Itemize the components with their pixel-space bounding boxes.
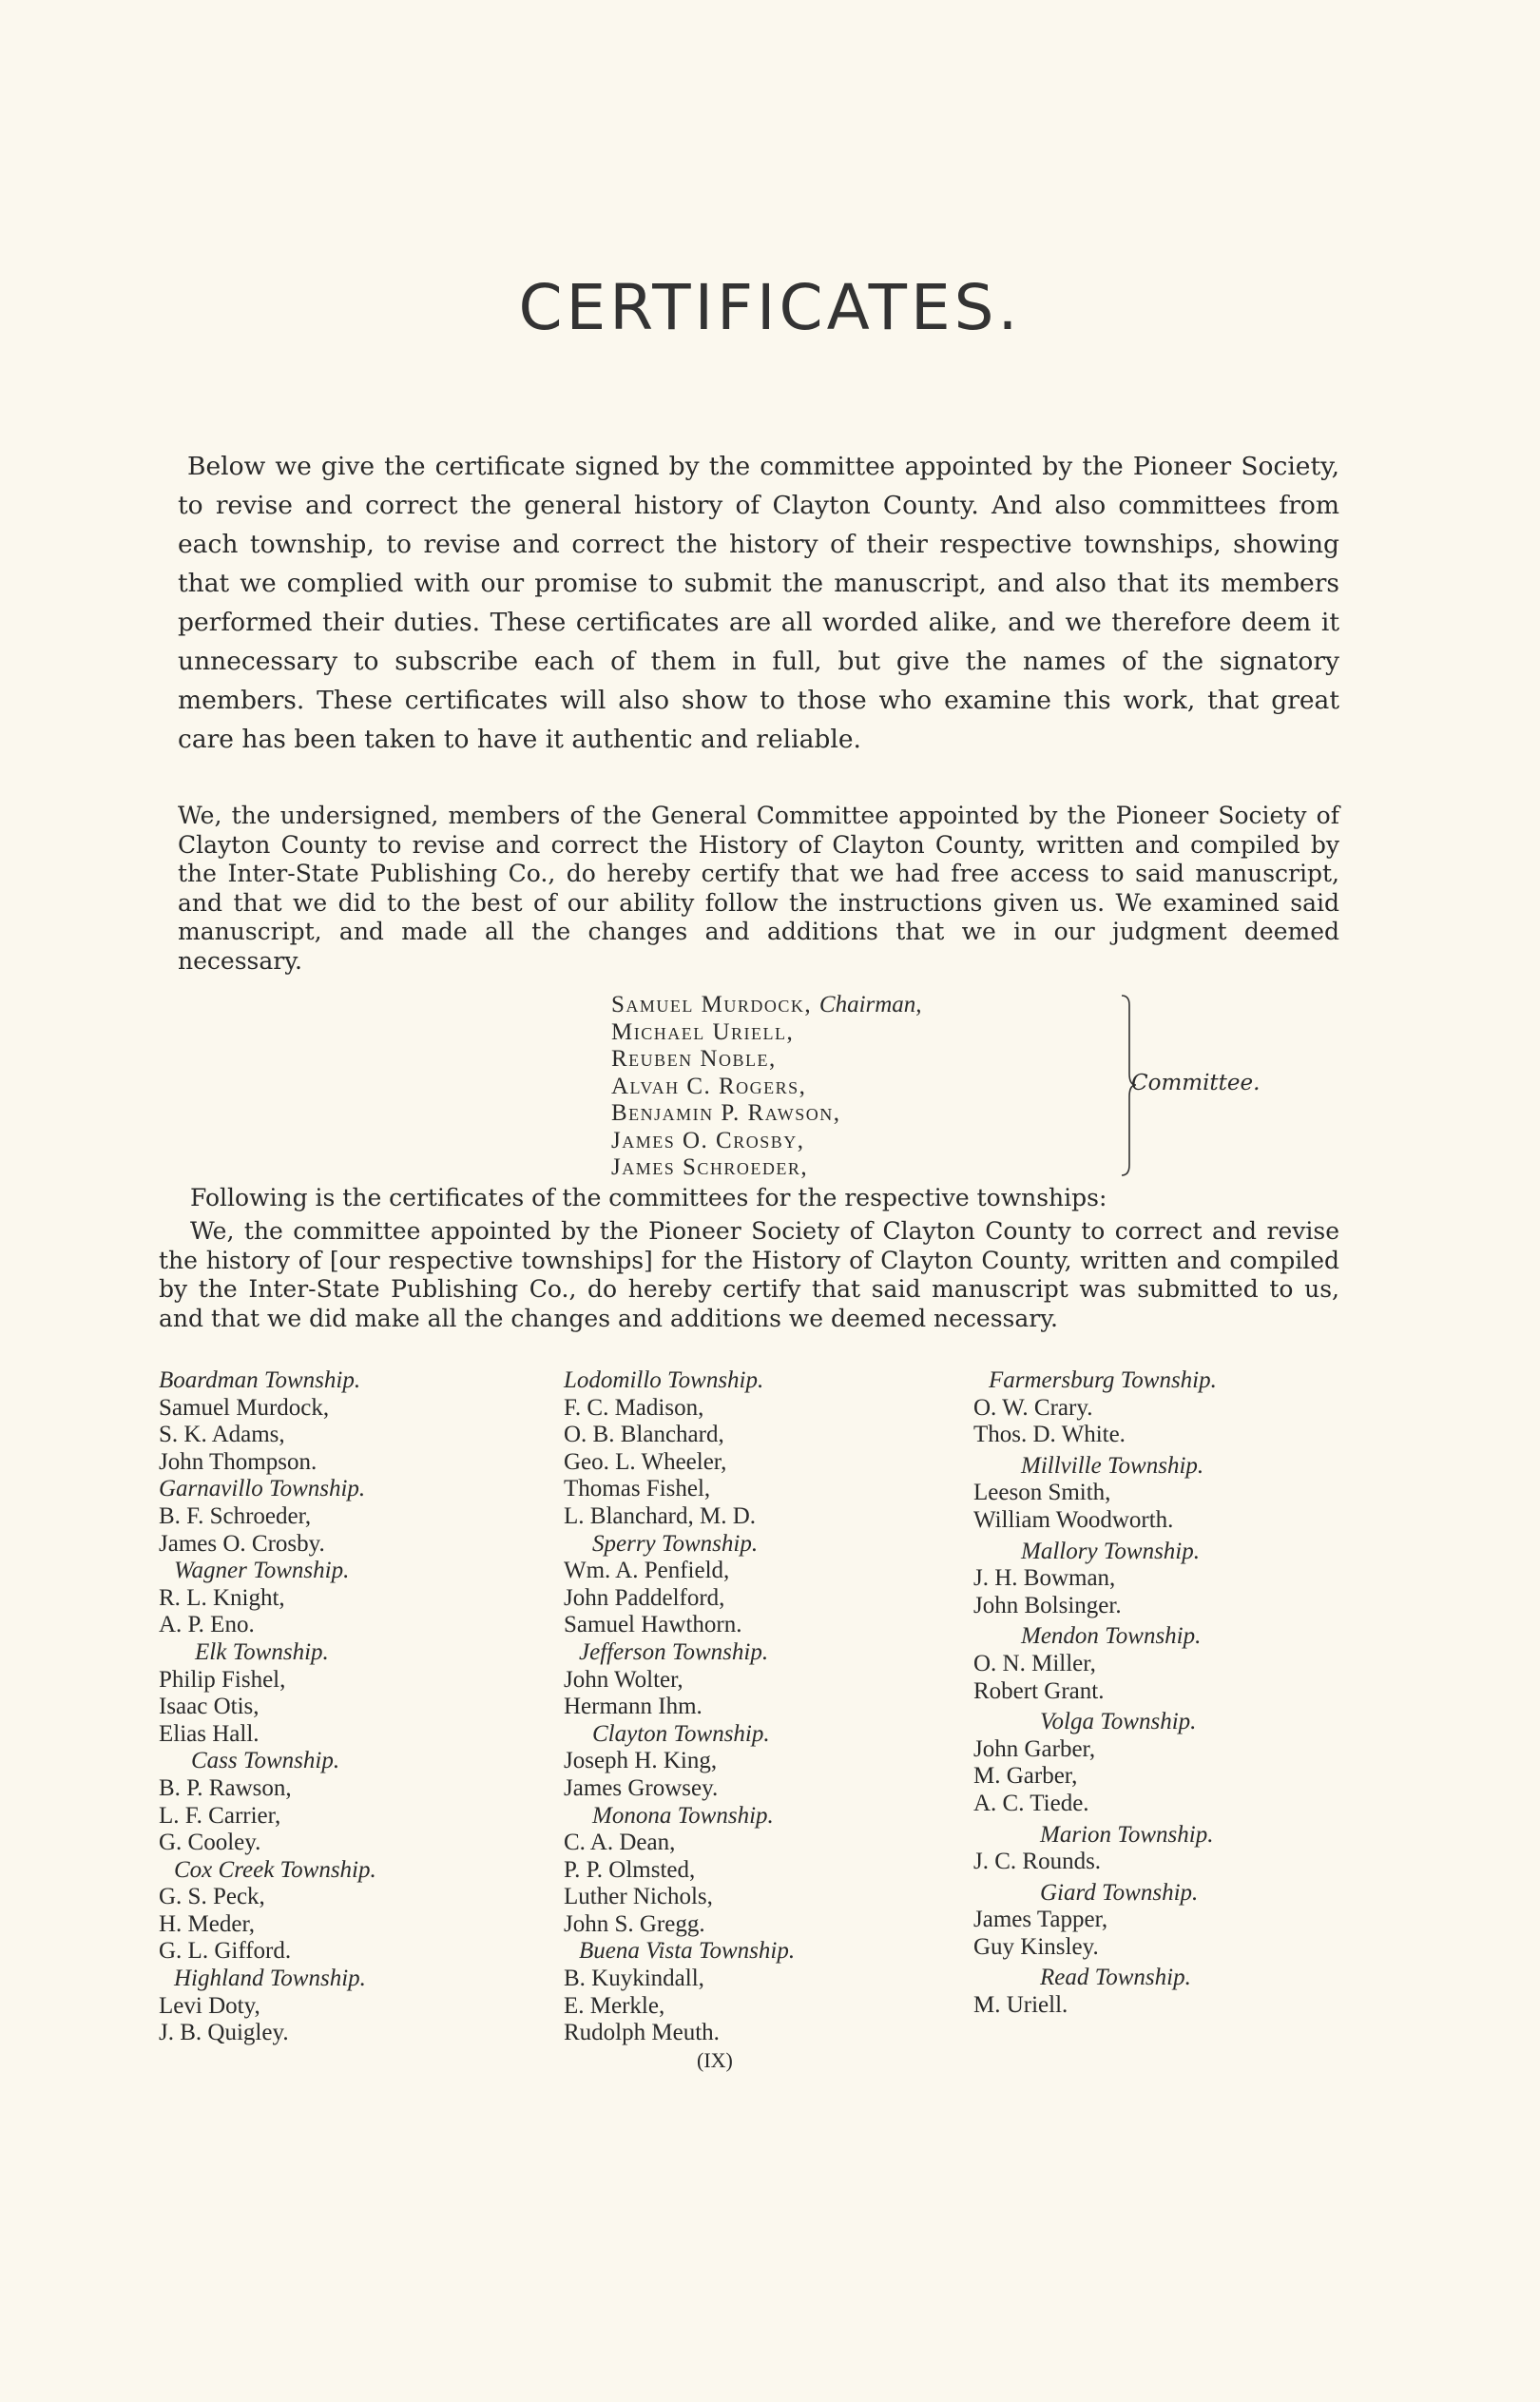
township-member: Joseph H. King, (564, 1748, 718, 1774)
township-heading: Garnavillo Township. (159, 1476, 366, 1502)
township-member: Robert Grant. (973, 1677, 1105, 1704)
chairman-name: Samuel Murdock (611, 992, 805, 1017)
township-member: Guy Kinsley. (973, 1933, 1099, 1960)
township-heading: Sperry Township. (592, 1530, 759, 1557)
committee-member: Michael Uriell, (611, 1018, 795, 1045)
township-member: Thomas Fishel, (564, 1476, 711, 1502)
committee-member: Reuben Noble, (611, 1046, 777, 1072)
township-member: R. L. Knight, (159, 1584, 285, 1611)
township-member: O. W. Crary. (973, 1394, 1093, 1421)
committee-member: Benjamin P. Rawson, (611, 1100, 841, 1126)
township-member: Samuel Hawthorn. (564, 1612, 742, 1638)
chairman-line: Samuel Murdock, Chairman, (611, 992, 922, 1017)
township-member: O. B. Blanchard, (564, 1422, 724, 1448)
township-member: Leeson Smith, (973, 1480, 1111, 1506)
township-member: M. Garber, (973, 1763, 1078, 1790)
township-member: James O. Crosby. (159, 1530, 325, 1557)
township-member: John Wolter, (564, 1666, 683, 1693)
general-committee-signatures (611, 992, 922, 1182)
township-member: John S. Gregg. (564, 1910, 705, 1937)
township-member: J. H. Bowman, (973, 1565, 1116, 1592)
township-member: L. F. Carrier, (159, 1802, 281, 1829)
township-member: John Thompson. (159, 1448, 318, 1475)
township-member: A. P. Eno. (159, 1612, 255, 1638)
page-number: (IX) (697, 2047, 733, 2072)
township-heading: Jefferson Township. (579, 1638, 769, 1665)
township-member: A. C. Tiede. (973, 1790, 1089, 1816)
township-member: Elias Hall. (159, 1720, 260, 1747)
township-certificate: We, the committee appointed by the Pioneer Society of Clayton County to correct and revise the history of [our respective townships] for the History of Clayton County, written and compiled by the Inter-State Publishing Co., do hereby certify that said manuscript was submitted to us, and that we did make all the changes and additions we deemed necessary. (159, 1217, 1339, 1332)
township-member: G. L. Gifford. (159, 1938, 292, 1965)
committee-member: Alvah C. Rogers, (611, 1073, 807, 1099)
township-member: John Paddelford, (564, 1584, 725, 1611)
committee-member: James O. Crosby, (611, 1127, 805, 1153)
following-text: Following is the certificates of the committees for the respective townships: (190, 1184, 1107, 1211)
township-heading: Read Township. (1040, 1965, 1191, 1991)
township-heading: Cox Creek Township. (174, 1856, 376, 1883)
township-heading: Buena Vista Township. (579, 1938, 796, 1965)
township-heading: Elk Township. (195, 1638, 329, 1665)
township-member: William Woodworth. (973, 1506, 1174, 1533)
township-member: B. F. Schroeder, (159, 1502, 312, 1529)
township-heading: Mendon Township. (1021, 1623, 1202, 1650)
page-title: CERTIFICATES. (518, 271, 1022, 344)
township-member: O. N. Miller, (973, 1650, 1096, 1676)
township-heading: Clayton Township. (592, 1720, 770, 1747)
general-certificate: We, the undersigned, members of the General Committee appointed by the Pioneer Society of Clayton County to revise and correct the History of Clayton County, written and compiled by the Inter-State Publishing Co., do hereby certify that we had free access to said manuscript, and that we did to the best of our ability follow the instructions given us. We examined said manuscript, and made all the changes and additions that we in our judgment deemed necessary. (178, 802, 1339, 975)
township-member: M. Uriell. (973, 1992, 1068, 2019)
township-heading: Monona Township. (592, 1802, 774, 1829)
township-member: G. Cooley. (159, 1830, 261, 1856)
township-member: Rudolph Meuth. (564, 2020, 720, 2046)
township-member: E. Merkle, (564, 1992, 665, 2019)
township-heading: Lodomillo Township. (564, 1367, 764, 1393)
township-member: James Growsey. (564, 1774, 719, 1801)
township-column-1 (159, 1367, 376, 2047)
township-member: L. Blanchard, M. D. (564, 1502, 757, 1529)
township-heading: Marion Township. (1040, 1821, 1214, 1848)
township-member: J. B. Quigley. (159, 2020, 289, 2046)
township-heading: Cass Township. (191, 1748, 340, 1774)
township-heading: Boardman Township. (159, 1367, 361, 1393)
township-member: S. K. Adams, (159, 1422, 285, 1448)
township-member: P. P. Olmsted, (564, 1856, 696, 1883)
township-heading: Millville Township. (1021, 1452, 1204, 1479)
township-member: H. Meder, (159, 1910, 256, 1937)
township-member: Thos. D. White. (973, 1422, 1126, 1448)
township-member: Hermann Ihm. (564, 1694, 703, 1720)
township-member: Samuel Murdock, (159, 1394, 330, 1421)
chairman-title: Chairman, (818, 992, 922, 1017)
township-member: B. P. Rawson, (159, 1774, 292, 1801)
township-member: Philip Fishel, (159, 1666, 286, 1693)
township-member: C. A. Dean, (564, 1830, 676, 1856)
township-member: F. C. Madison, (564, 1394, 704, 1421)
township-member: Wm. A. Penfield, (564, 1558, 730, 1584)
township-column-2 (564, 1367, 795, 2074)
township-member: B. Kuykindall, (564, 1966, 704, 1992)
township-member: G. S. Peck, (159, 1884, 265, 1910)
township-heading: Mallory Township. (1021, 1538, 1201, 1564)
township-column-3 (973, 1367, 1217, 2020)
township-member: Levi Doty, (159, 1992, 260, 2019)
township-member: J. C. Rounds. (973, 1849, 1102, 1875)
township-member: Isaac Otis, (159, 1694, 260, 1720)
township-heading: Wagner Township. (174, 1558, 350, 1584)
committee-label: Committee. (1131, 1071, 1261, 1095)
township-member: John Bolsinger. (973, 1592, 1122, 1618)
intro-paragraph: Below we give the certificate signed by the committee appointed by the Pioneer Society, to revise and correct the general history of Clayton County. And also committees from each township, to revise and correct the history of their respective townships, showing that we complied with our promise to submit the manuscript, and also that its members performed their duties. These certificates are all worded alike, and we therefore deem it unnecessary to subscribe each of them in full, but give the names of the signatory members. These certificates will also show to those who examine this work, that great care has been taken to have it authentic and reliable. (178, 452, 1339, 754)
township-member: Geo. L. Wheeler, (564, 1448, 727, 1475)
township-member: Luther Nichols, (564, 1884, 713, 1910)
township-heading: Farmersburg Township. (989, 1367, 1217, 1393)
township-heading: Highland Township. (174, 1966, 366, 1992)
township-member: James Tapper, (973, 1907, 1108, 1933)
township-heading: Giard Township. (1040, 1879, 1199, 1906)
township-heading: Volga Township. (1040, 1709, 1197, 1735)
committee-member: James Schroeder, (611, 1154, 809, 1180)
township-member: John Garber, (973, 1735, 1096, 1762)
